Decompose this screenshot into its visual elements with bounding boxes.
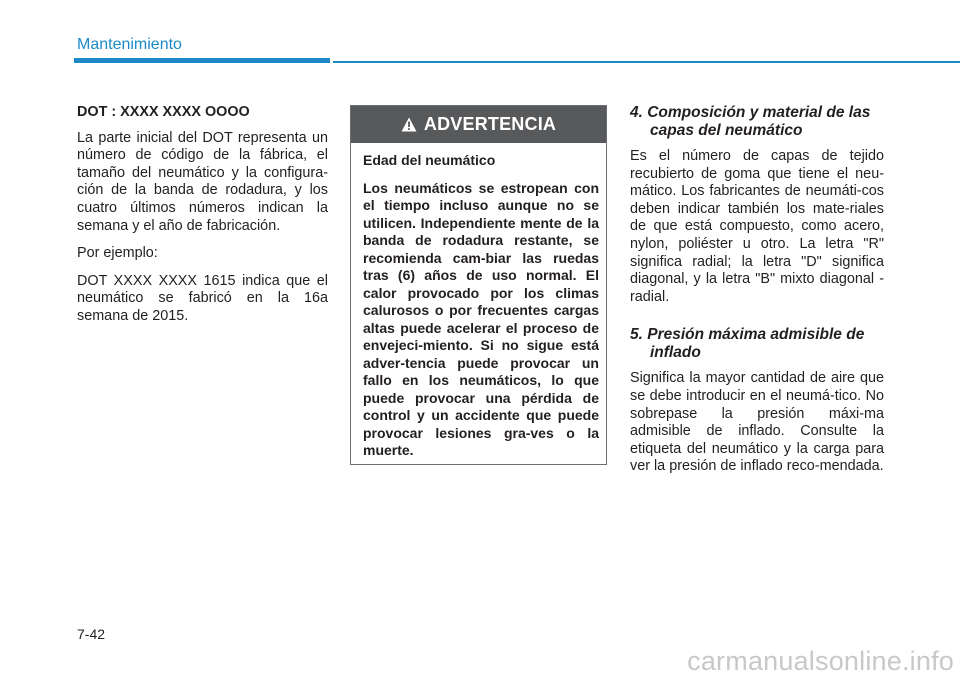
section-5-title: 5. Presión máxima admisible de inflado (630, 326, 865, 362)
watermark: carmanualsonline.info (687, 646, 954, 676)
header-rule-thin (333, 61, 960, 63)
warning-text: Los neumáticos se estropean con el tiempo incluso aunque no se utilicen. Independiente mente de la banda de rodadura restante, se recomienda cam-biar las ruedas tras (6) años de uso normal. El calor provocado por los climas calurosos o por frecuentes cargas altas puede acelerar el proceso de envejeci-miento. Si no sigue está adver-tencia puede provocar un fallo en los neumáticos, lo que puede provocar una pérdida de control y un accidente que puede provocar lesiones gra-ves o la muerte. (363, 179, 599, 458)
warning-subtitle: Edad del neumático (363, 152, 496, 168)
section-4-text: Es el número de capas de tejido recubierto de goma que tiene el neu-mático. Los fabricantes de neumáti-cos deben indicar también los mate-riales de que está compuesto, como acero, nylon, poliéster u otro. La letra "R" significa radial; la letra "D" significa diagonal, y la letra "B" mixto diagonal - radial. (630, 148, 884, 305)
left-column (77, 104, 328, 336)
dot-paragraph-1: La parte inicial del DOT representa un número de código de la fábrica, el tamaño del neumático y la configura-ción de la banda de rodadura, y los cuatro últimos números indican la semana y el año de fabricación. (77, 129, 328, 234)
dot-paragraph-2: Por ejemplo: (77, 245, 158, 262)
right-column (630, 104, 884, 486)
warning-body (351, 143, 606, 460)
warning-box (350, 105, 607, 465)
page-number: 7-42 (77, 626, 106, 642)
header-rule-thick (74, 58, 330, 63)
warning-label: ADVERTENCIA (423, 114, 557, 134)
header-title: Mantenimiento (77, 36, 182, 53)
dot-paragraph-3: DOT XXXX XXXX 1615 indica que el neumático se fabricó en la 16a semana de 2015. (77, 272, 328, 324)
dot-heading: DOT : XXXX XXXX OOOO (77, 104, 250, 120)
section-5-text: Significa la mayor cantidad de aire que se debe introducir en el neumá-tico. No sobrepase la presión máxi-ma admisible de inflado. Consulte la etiqueta del neumático y la carga para ver la presión de inflado reco-mendada. (630, 370, 884, 475)
section-4-title: 4. Composición y material de las capas del neumático (630, 104, 871, 139)
warning-triangle-icon (401, 117, 417, 132)
warning-header (351, 106, 606, 143)
